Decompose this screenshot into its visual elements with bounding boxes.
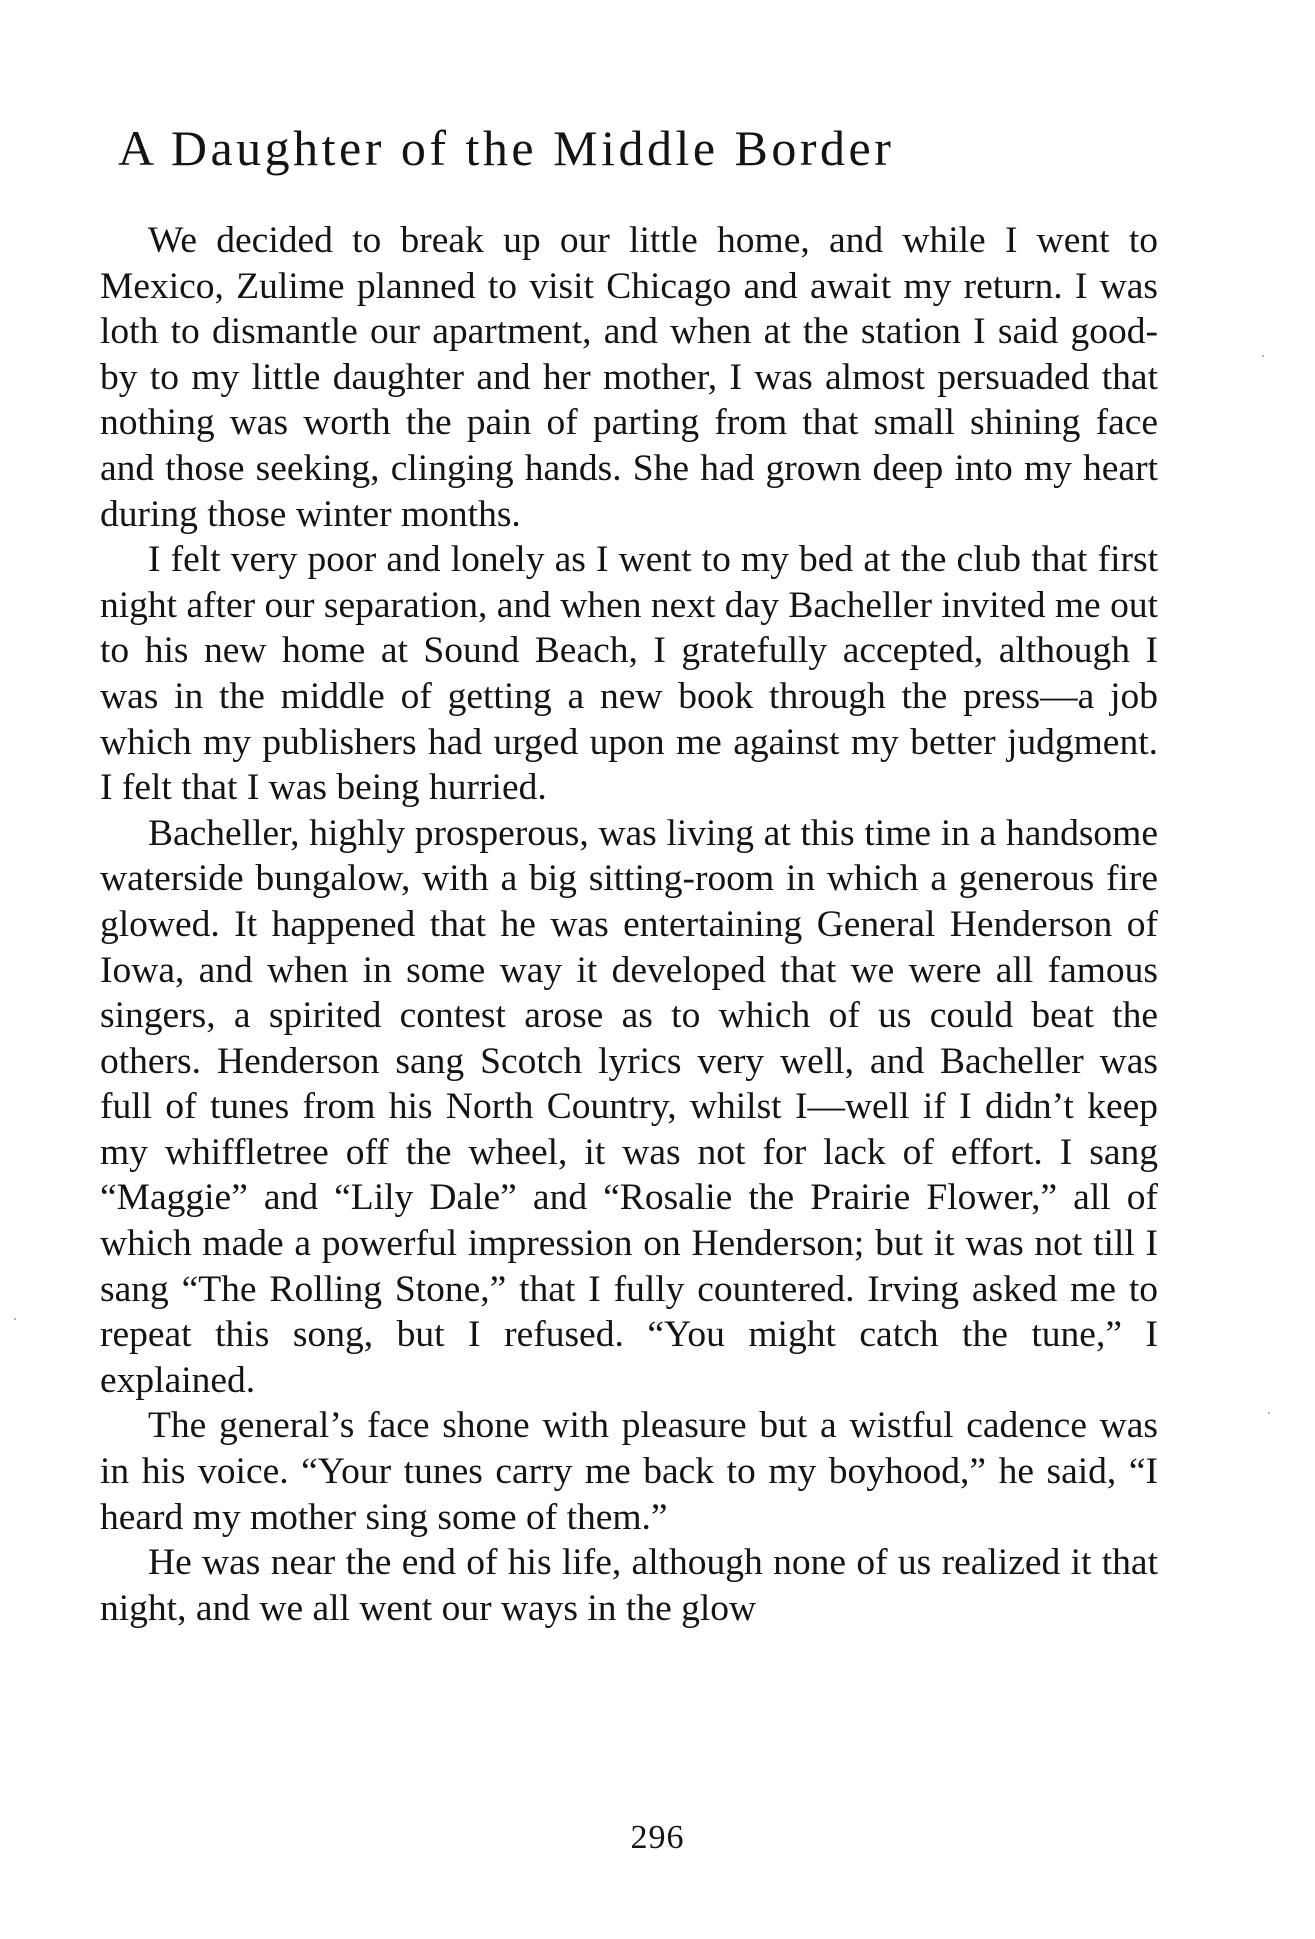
paragraph-3: Bacheller, highly prosperous, was living at this time in a handsome waterside bungalow, with a big sitting-room in which a generous fire glowed. It happened that he was entertaining General Henderson of Iowa, and when in some way it developed that we were all famous singers, a spirited contest arose as to which of us could beat the others. Henderson sang Scotch lyrics very well, and Bacheller was full of tunes from his North Country, whilst I—well if I didn’t keep my whiffletree off the wheel, it was not for lack of effort. I sang “Maggie” and “Lily Dale” and “Rosalie the Prairie Flower,” all of which made a powerful impression on Henderson; but it was not till I sang “The Rolling Stone,” that I fully countered. Irving asked me to repeat this song, but I refused. “You might catch the tune,” I explained. — [100, 812, 1158, 1401]
paper-speck — [14, 1318, 16, 1320]
paper-speck — [1262, 355, 1264, 357]
paragraph-5: He was near the end of his life, although none of us realized it that night, and we all went our ways in the glow — [100, 1542, 1158, 1629]
paragraph-4: The general’s face shone with pleasure but a wistful cadence was in his voice. “Your tunes carry me back to my boyhood,” he said, “I heard my mother sing some of them.” — [100, 1405, 1158, 1538]
page-number: 296 — [630, 1819, 685, 1856]
paper-speck — [1268, 1412, 1270, 1414]
paragraph-1: We decided to break up our little home, and while I went to Mexico, Zulime planned to visit Chicago and await my return. I was loth to dismantle our apartment, and when at the station I said good-by to my little daughter and her mother, I was almost persuaded that nothing was worth the pain of parting from that small shining face and those seeking, clinging hands. She had grown deep into my heart during those winter months. — [100, 220, 1158, 535]
running-head: A Daughter of the Middle Border — [118, 120, 895, 176]
paragraph-2: I felt very poor and lonely as I went to my bed at the club that first night after our separation, and when next day Bacheller invited me out to his new home at Sound Beach, I gratefully accepted, although I was in the middle of getting a new book through the press—a job which my publishers had urged upon me against my better judgment. I felt that I was being hurried. — [100, 539, 1158, 809]
body-text — [100, 218, 1158, 1631]
